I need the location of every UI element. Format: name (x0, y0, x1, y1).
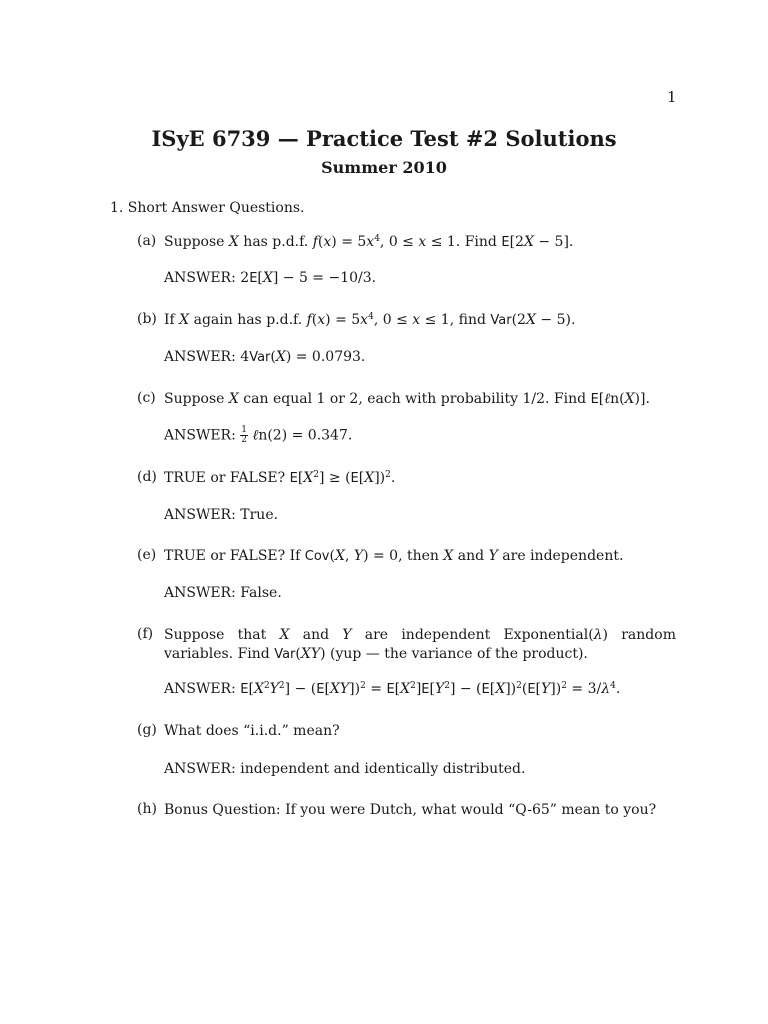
answer-e: ANSWER: False. (164, 585, 282, 601)
question-e-label: (e) (137, 547, 157, 563)
question-d-label: (d) (137, 469, 157, 485)
question-f-label: (f) (137, 626, 154, 642)
page-number: 1 (667, 88, 677, 106)
answer-d: ANSWER: True. (164, 507, 279, 523)
question-c-text: Suppose X can equal 1 or 2, each with probability 1/2. Find E[ℓn(X)]. (164, 391, 650, 407)
question-h-text: Bonus Question: If you were Dutch, what would “Q-65” mean to you? (164, 802, 657, 818)
question-e-text: TRUE or FALSE? If Cov(X, Y) = 0, then X and Y are independent. (164, 548, 624, 564)
question-f-text: Suppose that X and Y are independent Exponential(λ) random variables. Find Var(XY) (yup — the variance of the product). (164, 627, 676, 662)
page-subtitle: Summer 2010 (321, 158, 447, 177)
question-g-text: What does “i.i.d.” mean? (164, 723, 340, 739)
answer-f: ANSWER: $E[X^2Y^2] - (E[XY])^2 = E[X^2]E[Y^2] - (E[X])^2(E[Y])^2 = 3/\lambda^4$. (164, 681, 621, 697)
question-g-label: (g) (137, 722, 157, 738)
question-d-text: TRUE or FALSE? $E[X^2] \ge (E[X])^2$. (164, 470, 396, 486)
question-a-text: Suppose X has p.d.f. $f(x) = 5x^4$, 0 ≤ x ≤ 1. Find E[2X − 5]. (164, 234, 574, 250)
fraction-one-half: $\frac{1}{2}$ (241, 425, 248, 445)
answer-a: ANSWER: 2E[X] − 5 = −10/3. (164, 270, 377, 286)
section-heading: 1. Short Answer Questions. (110, 200, 305, 216)
answer-b: ANSWER: 4Var(X) = 0.0793. (164, 349, 366, 365)
answer-c: ANSWER: $\frac{1}{2}$ ℓn(2) = 0.347. (164, 425, 353, 445)
question-b-text: If X again has p.d.f. $f(x) = 5x^4$, 0 ≤ x ≤ 1, find Var(2X − 5). (164, 312, 576, 328)
question-a-label: (a) (137, 233, 157, 249)
page-title: ISyE 6739 — Practice Test #2 Solutions (151, 126, 617, 151)
answer-g: ANSWER: independent and identically distributed. (164, 761, 526, 777)
question-b-label: (b) (137, 311, 157, 327)
question-c-label: (c) (137, 390, 156, 406)
question-h-label: (h) (137, 801, 157, 817)
